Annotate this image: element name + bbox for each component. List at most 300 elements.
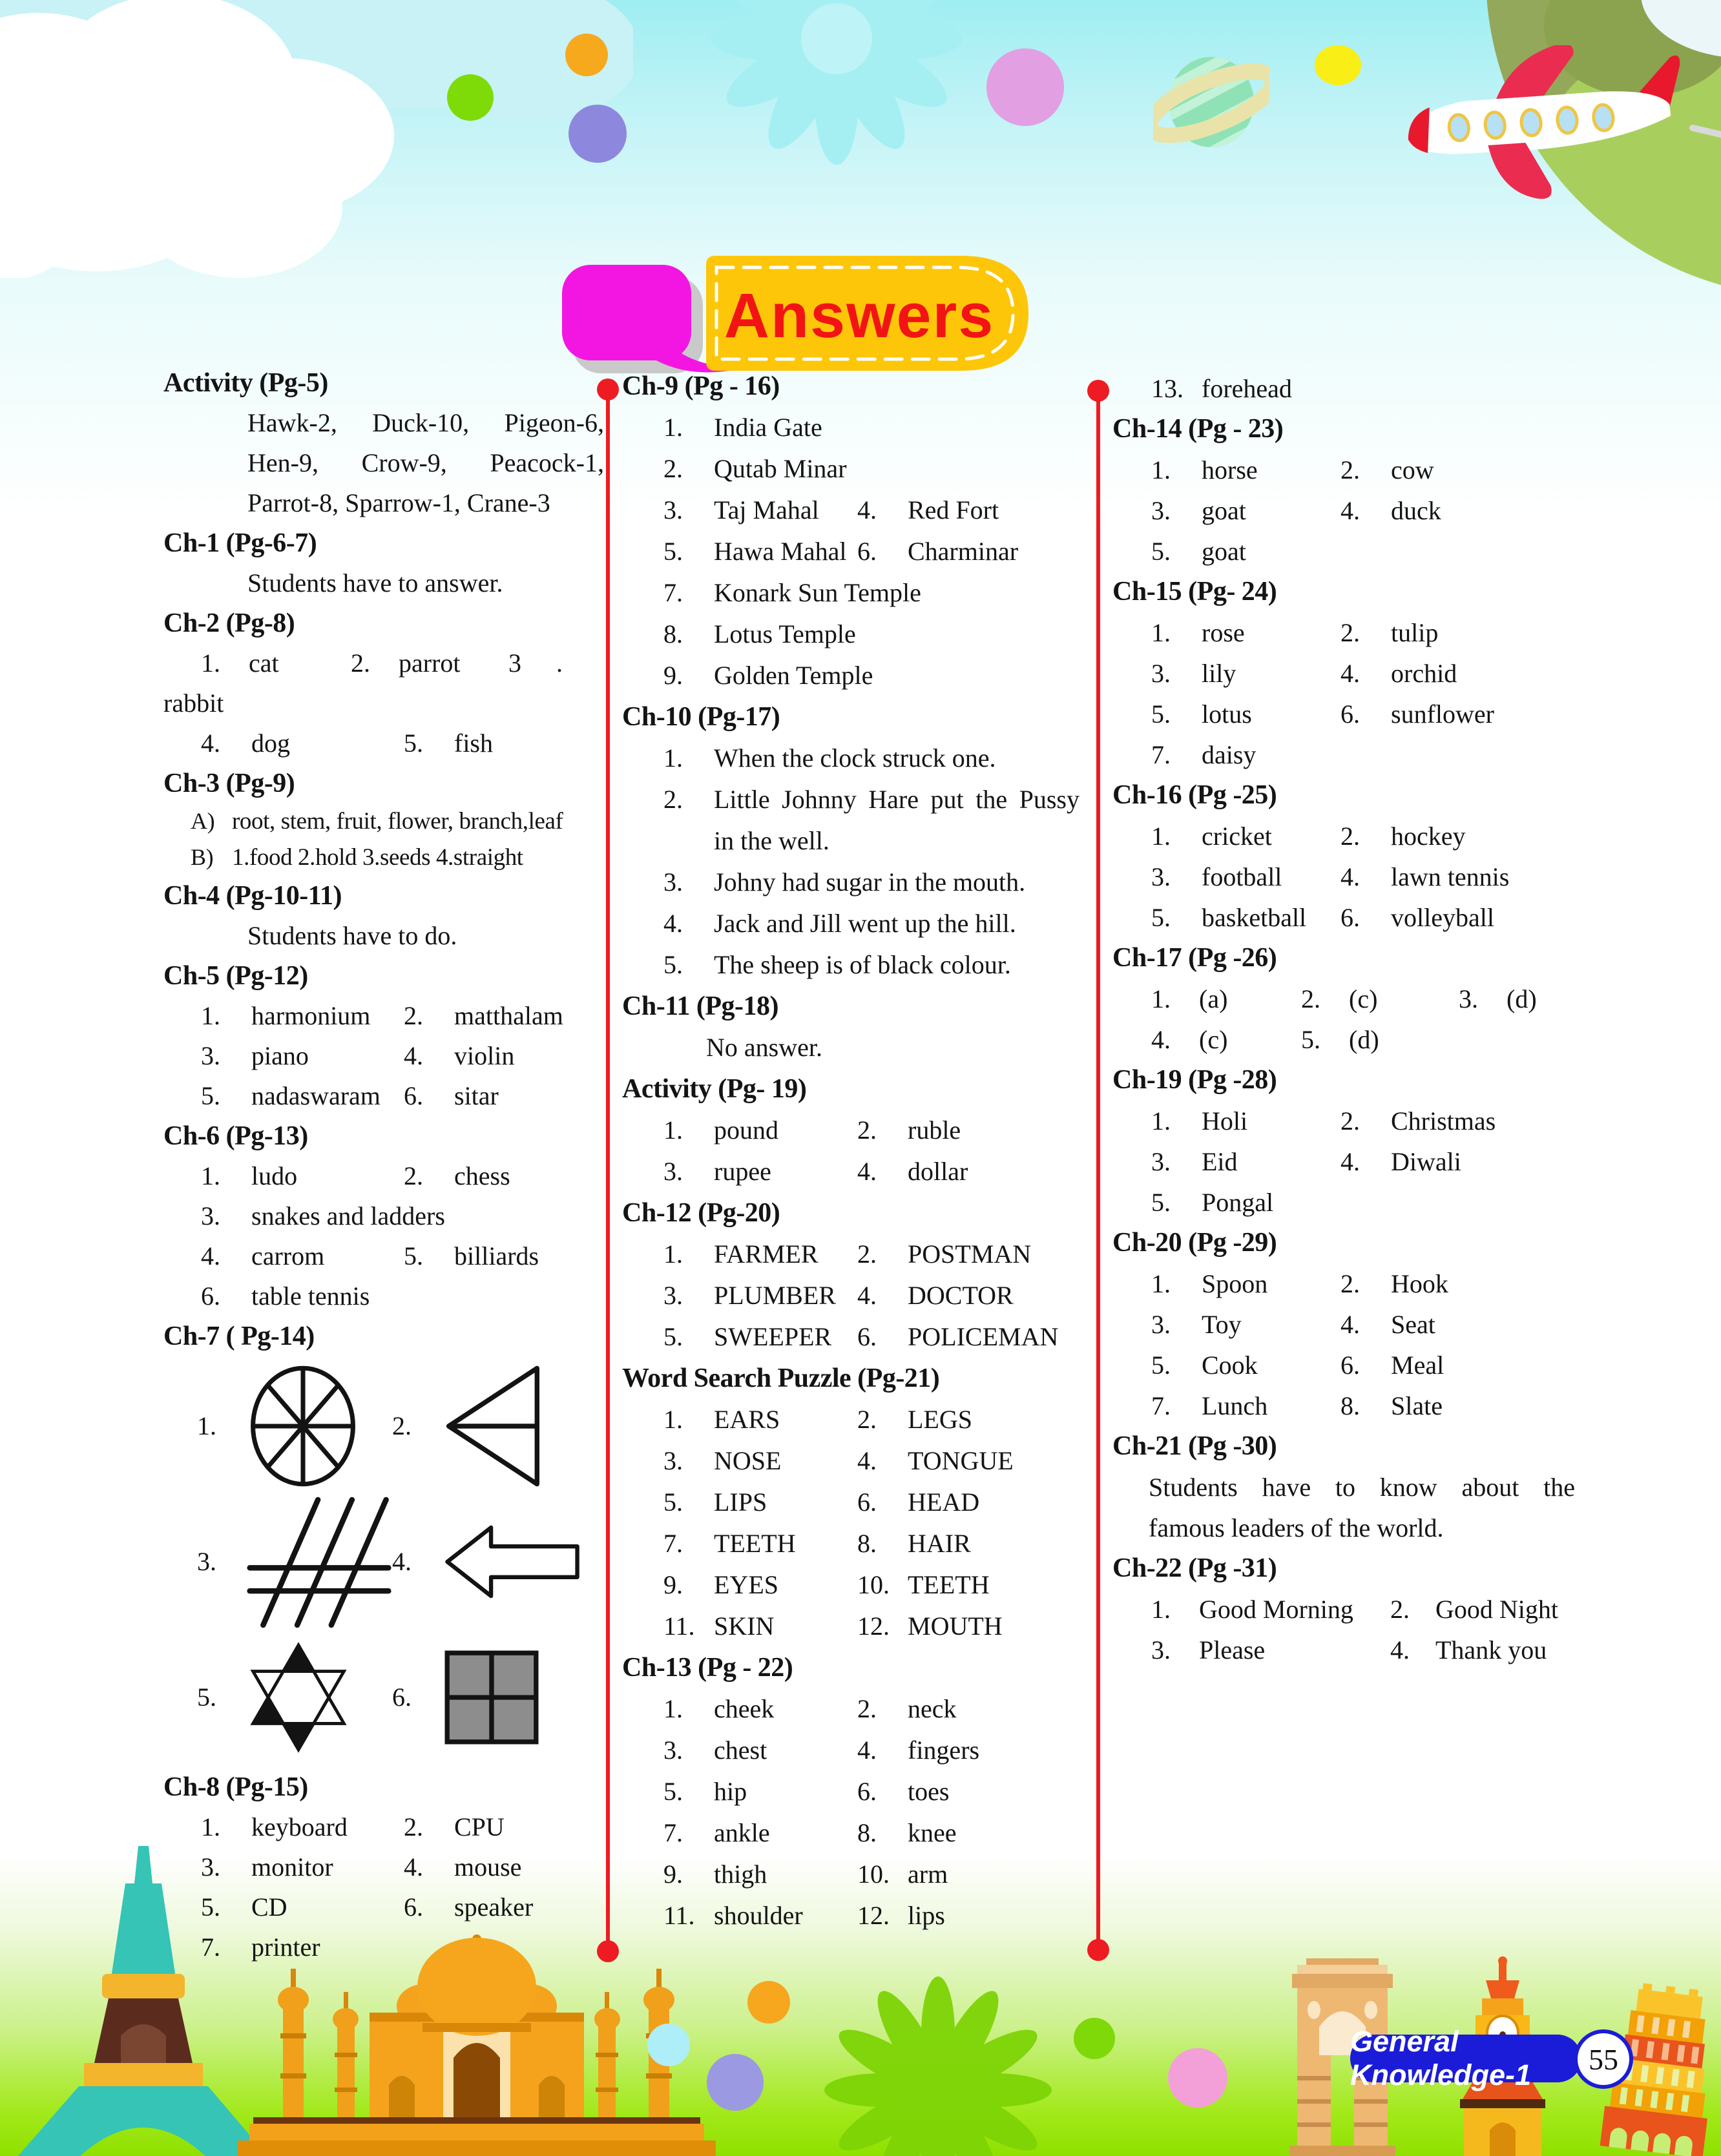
answer-continuation-line: in the well. bbox=[714, 826, 829, 855]
answer-paragraph-line: Parrot-8, Sparrow-1, Crane-3 bbox=[247, 488, 550, 517]
answer-number: 8. bbox=[1340, 1391, 1360, 1420]
answer-number: 8. bbox=[857, 1529, 877, 1558]
answer-row bbox=[163, 1196, 604, 1236]
answer-row bbox=[1112, 368, 1575, 409]
answer-number: 1. bbox=[663, 1694, 683, 1723]
answer-number: 6. bbox=[1340, 699, 1360, 729]
answer-paragraph-line: No answer. bbox=[706, 1033, 822, 1062]
answer-row bbox=[622, 1275, 1081, 1316]
answer-number: 5. bbox=[663, 1777, 683, 1806]
answer-number: 5. bbox=[1151, 902, 1171, 932]
section-heading: Ch-22 (Pg -31) bbox=[1112, 1553, 1277, 1584]
answer-row bbox=[163, 1927, 604, 1967]
answer-number: 4. bbox=[404, 1041, 423, 1070]
answer-number: 5. bbox=[404, 1241, 423, 1270]
answer-number: 9. bbox=[663, 1570, 683, 1599]
answer-number: 2. bbox=[1340, 821, 1360, 851]
answer-text: LIPS bbox=[714, 1487, 767, 1517]
answer-text: Little Johnny Hare put the Pussy bbox=[714, 785, 1080, 814]
answer-number: 9. bbox=[663, 1860, 683, 1889]
answer-text: root, stem, fruit, flower, branch,leaf bbox=[232, 807, 563, 834]
answer-text: matthalam bbox=[454, 1001, 563, 1030]
answer-text: (c) bbox=[1349, 984, 1378, 1013]
answer-number: 2. bbox=[404, 1812, 423, 1841]
answer-number: 5. bbox=[1151, 536, 1171, 566]
answer-text: LEGS bbox=[908, 1405, 972, 1434]
answer-number: 3 bbox=[508, 648, 521, 678]
answer-row bbox=[1112, 897, 1575, 938]
answer-number: 3. bbox=[201, 1041, 220, 1070]
answer-row bbox=[622, 1440, 1081, 1482]
answer-number: 2. bbox=[404, 1161, 423, 1190]
answer-text: chest bbox=[714, 1736, 767, 1765]
answer-row bbox=[163, 1156, 604, 1196]
answer-number: 3. bbox=[663, 1281, 683, 1310]
answer-row bbox=[1112, 1589, 1575, 1630]
column-1 bbox=[163, 363, 604, 1967]
answer-number: 4. bbox=[857, 495, 877, 524]
answer-number: 5. bbox=[1151, 699, 1171, 729]
answer-number: 7. bbox=[1151, 1391, 1171, 1420]
answer-text: (a) bbox=[1199, 984, 1228, 1013]
answer-text: Hawa Mahal bbox=[714, 537, 847, 566]
answer-number: 1. bbox=[201, 648, 220, 678]
answer-number: 9. bbox=[663, 661, 683, 690]
answer-text: mouse bbox=[454, 1852, 522, 1881]
answer-row bbox=[1112, 856, 1575, 897]
answer-number: 2. bbox=[1390, 1594, 1410, 1624]
answer-text: When the clock struck one. bbox=[714, 743, 996, 772]
answer-text: Red Fort bbox=[908, 495, 999, 524]
answer-number: 3. bbox=[201, 1852, 220, 1881]
section-heading: Ch-8 (Pg-15) bbox=[163, 1772, 308, 1802]
answer-text: dollar bbox=[908, 1157, 968, 1186]
answer-text: CPU bbox=[454, 1812, 505, 1841]
answer-number: 4. bbox=[201, 1241, 220, 1270]
section-heading: Activity (Pg- 19) bbox=[622, 1073, 807, 1104]
answer-number: 6. bbox=[1340, 902, 1360, 932]
answer-text: (d) bbox=[1349, 1024, 1379, 1054]
answer-number: 2. bbox=[663, 785, 683, 814]
answer-number: 5. bbox=[1301, 1024, 1320, 1054]
answer-text: knee bbox=[908, 1818, 957, 1847]
section-heading: Ch-3 (Pg-9) bbox=[163, 768, 295, 798]
answer-number: 5. bbox=[404, 729, 423, 758]
answer-text: snakes and ladders bbox=[251, 1201, 445, 1230]
answer-row bbox=[1112, 816, 1575, 856]
answer-text: EARS bbox=[714, 1405, 780, 1434]
answer-text: carrom bbox=[251, 1241, 325, 1270]
answer-text: violin bbox=[454, 1041, 515, 1070]
section-heading: Ch-20 (Pg -29) bbox=[1112, 1228, 1277, 1258]
answer-number: 3. bbox=[663, 1157, 683, 1186]
section-heading: Ch-4 (Pg-10-11) bbox=[163, 880, 342, 911]
answer-text: harmonium bbox=[251, 1001, 371, 1030]
answer-text: Cook bbox=[1202, 1350, 1258, 1380]
decor-dot-pink bbox=[986, 48, 1064, 126]
answer-number: 3. bbox=[197, 1547, 216, 1576]
answer-row bbox=[622, 572, 1081, 614]
answer-number: 1. bbox=[197, 1411, 216, 1440]
answer-text: Lotus Temple bbox=[714, 619, 856, 648]
answer-text: Good Night bbox=[1435, 1594, 1558, 1624]
answer-number: 4. bbox=[857, 1736, 877, 1765]
section-heading: Ch-14 (Pg - 23) bbox=[1112, 414, 1284, 444]
answer-row bbox=[1112, 1263, 1575, 1304]
section-heading: Ch-21 (Pg -30) bbox=[1112, 1431, 1277, 1462]
answer-number: 3. bbox=[663, 1446, 683, 1475]
answer-number: 7. bbox=[663, 1529, 683, 1558]
answer-text: Spoon bbox=[1202, 1269, 1268, 1298]
answer-text: hip bbox=[714, 1777, 747, 1806]
answer-text: TEETH bbox=[908, 1570, 990, 1599]
answer-number: 7. bbox=[663, 1818, 683, 1847]
column-2 bbox=[622, 366, 1081, 1936]
answer-text: cricket bbox=[1202, 821, 1272, 851]
section-heading: Ch-5 (Pg-12) bbox=[163, 960, 308, 991]
answer-number: 4. bbox=[1340, 1309, 1360, 1339]
answer-number: 1. bbox=[201, 1161, 220, 1190]
answer-row bbox=[1112, 450, 1575, 490]
answer-number: 1. bbox=[663, 1405, 683, 1434]
answer-text: CD bbox=[251, 1892, 287, 1922]
answer-number: 7. bbox=[1151, 740, 1171, 769]
answer-text: dog bbox=[251, 729, 290, 758]
answer-number: 1. bbox=[201, 1001, 220, 1030]
answer-text: Slate bbox=[1391, 1391, 1443, 1420]
answer-row bbox=[622, 614, 1081, 655]
answer-number: 6. bbox=[857, 1487, 877, 1517]
answer-row bbox=[622, 1316, 1081, 1358]
answer-number: 4. bbox=[1340, 495, 1360, 525]
answer-text: table tennis bbox=[251, 1281, 370, 1311]
answer-number: 2. bbox=[857, 1239, 877, 1269]
answer-text: Seat bbox=[1391, 1309, 1435, 1339]
answer-text: Meal bbox=[1391, 1350, 1445, 1380]
answer-number: 2. bbox=[1301, 984, 1320, 1013]
answer-number: 6. bbox=[857, 1322, 877, 1351]
decor-dot-green bbox=[1074, 2018, 1115, 2059]
answer-text: DOCTOR bbox=[908, 1281, 1014, 1310]
answer-number: 6. bbox=[404, 1081, 423, 1110]
answer-number: 2. bbox=[351, 648, 370, 678]
answer-row bbox=[622, 738, 1081, 779]
answer-text: toes bbox=[908, 1777, 950, 1806]
answer-number: 2. bbox=[857, 1405, 877, 1434]
column-3 bbox=[1112, 368, 1575, 1670]
answer-number: 1. bbox=[663, 743, 683, 772]
answer-text: lily bbox=[1202, 658, 1236, 688]
answer-text: orchid bbox=[1391, 658, 1457, 688]
answer-text: monitor bbox=[251, 1852, 333, 1881]
answer-label: B) bbox=[191, 844, 214, 871]
answer-number: 7. bbox=[663, 578, 683, 607]
answer-row bbox=[622, 944, 1081, 986]
answer-text: MOUTH bbox=[908, 1612, 1003, 1641]
answer-row bbox=[163, 996, 604, 1036]
answer-paragraph-line: Students have to do. bbox=[247, 921, 457, 950]
answer-text: Good Morning bbox=[1199, 1594, 1353, 1624]
section-heading: Ch-9 (Pg - 16) bbox=[622, 371, 780, 401]
answer-text: 1.food 2.hold 3.seeds 4.straight bbox=[232, 844, 523, 871]
answer-row bbox=[1112, 531, 1575, 572]
answer-row bbox=[163, 723, 604, 763]
answer-number: 1. bbox=[1151, 617, 1171, 647]
answer-number: 5. bbox=[663, 950, 683, 979]
answer-row bbox=[622, 862, 1081, 903]
answer-paragraph-line: Hen-9, Crow-9, Peacock-1, bbox=[247, 448, 604, 477]
answer-text: FARMER bbox=[714, 1239, 819, 1269]
answer-number: 2. bbox=[857, 1694, 877, 1723]
section-heading: Ch-1 (Pg-6-7) bbox=[163, 528, 317, 558]
answer-text: The sheep is of black colour. bbox=[714, 950, 1011, 979]
answer-number: 2. bbox=[1340, 1106, 1360, 1135]
answer-number: 4. bbox=[404, 1852, 423, 1881]
answer-row bbox=[1112, 1385, 1575, 1426]
section-heading: Ch-17 (Pg -26) bbox=[1112, 943, 1277, 973]
decor-dot-cyan bbox=[647, 2024, 690, 2066]
answer-text: fish bbox=[454, 729, 493, 758]
cloud-icon bbox=[0, 0, 633, 278]
answer-text: HAIR bbox=[908, 1529, 971, 1558]
answer-row bbox=[163, 1887, 604, 1927]
decor-dot-green bbox=[447, 74, 494, 121]
answer-number: 1. bbox=[663, 413, 683, 442]
answer-number: 6. bbox=[201, 1281, 220, 1311]
flower-burst-icon bbox=[698, 0, 975, 187]
answer-text: (d) bbox=[1507, 984, 1537, 1013]
answer-number: 2. bbox=[1340, 617, 1360, 647]
answer-number: 4. bbox=[1151, 1024, 1171, 1054]
answer-number: 3. bbox=[1151, 658, 1171, 688]
answer-row bbox=[1112, 653, 1575, 694]
answer-text: nadaswaram bbox=[251, 1081, 381, 1110]
answer-number: 1. bbox=[663, 1239, 683, 1269]
answer-row bbox=[1112, 1345, 1575, 1385]
answer-row bbox=[1112, 1304, 1575, 1345]
answer-text: SWEEPER bbox=[714, 1322, 832, 1351]
answer-text: sunflower bbox=[1391, 699, 1494, 729]
answer-text: lawn tennis bbox=[1391, 862, 1510, 891]
answer-text: Hook bbox=[1391, 1269, 1448, 1298]
answer-text: Charminar bbox=[908, 537, 1019, 566]
answer-text: daisy bbox=[1202, 740, 1257, 769]
answer-number: 11. bbox=[663, 1612, 695, 1641]
answer-text: Diwali bbox=[1391, 1146, 1461, 1176]
footer-badge bbox=[1350, 2025, 1647, 2091]
answer-number: 1. bbox=[1151, 1269, 1171, 1298]
section-heading: Ch-12 (Pg-20) bbox=[622, 1197, 780, 1228]
answer-number: 1. bbox=[1151, 1594, 1171, 1624]
answer-paragraph-line: famous leaders of the world. bbox=[1149, 1513, 1444, 1542]
answer-row bbox=[163, 1036, 604, 1076]
answer-row bbox=[622, 655, 1081, 696]
answer-text: Konark Sun Temple bbox=[714, 578, 921, 607]
answer-number: 4. bbox=[201, 729, 220, 758]
answer-number: 6. bbox=[857, 1777, 877, 1806]
answer-label: A) bbox=[191, 808, 215, 834]
answer-number: 13. bbox=[1151, 373, 1184, 403]
answer-text: thigh bbox=[714, 1860, 767, 1889]
answer-text: NOSE bbox=[714, 1446, 782, 1475]
answer-number: 2. bbox=[1340, 455, 1360, 484]
answer-text: basketball bbox=[1202, 902, 1307, 932]
decor-dot-periwinkle bbox=[707, 2054, 764, 2111]
answer-number: 1. bbox=[1151, 1106, 1171, 1135]
answer-text: Qutab Minar bbox=[714, 454, 847, 483]
answer-text: sitar bbox=[454, 1081, 499, 1110]
answer-text: HEAD bbox=[908, 1487, 980, 1517]
answer-number: 3. bbox=[663, 867, 683, 897]
answer-row bbox=[163, 1847, 604, 1887]
answer-number: 8. bbox=[663, 619, 683, 648]
answer-text: cat bbox=[249, 648, 279, 678]
answer-number: 2. bbox=[663, 454, 683, 483]
answer-row bbox=[622, 1812, 1081, 1854]
answer-number: 1. bbox=[1151, 821, 1171, 851]
answer-number: 2. bbox=[392, 1411, 412, 1440]
answer-text: Christmas bbox=[1391, 1106, 1496, 1135]
answer-text: India Gate bbox=[714, 413, 822, 442]
answer-number: 5. bbox=[197, 1683, 216, 1712]
answer-text: PLUMBER bbox=[714, 1281, 836, 1310]
answer-text: Thank you bbox=[1435, 1635, 1547, 1664]
answer-number: 12. bbox=[857, 1612, 890, 1641]
decor-dot-orange bbox=[565, 34, 608, 76]
answer-row bbox=[622, 1688, 1081, 1730]
section-heading: Ch-7 ( Pg-14) bbox=[163, 1321, 315, 1351]
answer-text: Johny had sugar in the mouth. bbox=[714, 867, 1026, 897]
answer-row bbox=[622, 1564, 1081, 1606]
column-divider-2 bbox=[1096, 389, 1100, 1951]
answer-row bbox=[622, 407, 1081, 448]
answer-text: forehead bbox=[1202, 373, 1292, 403]
answer-number: 8. bbox=[857, 1818, 877, 1847]
answer-number: 4. bbox=[857, 1446, 877, 1475]
decor-dot-purple bbox=[568, 105, 627, 163]
decor-dot-pink bbox=[1168, 2048, 1227, 2108]
answer-number: 5. bbox=[201, 1892, 220, 1922]
answer-number: 4. bbox=[1340, 1146, 1360, 1176]
answer-number: 7. bbox=[201, 1933, 220, 1962]
answer-row bbox=[1112, 612, 1575, 653]
answer-row bbox=[1112, 1019, 1575, 1060]
answer-number: 5. bbox=[663, 1487, 683, 1517]
answer-text: lotus bbox=[1202, 699, 1252, 729]
answer-text: ludo bbox=[251, 1161, 298, 1190]
answer-number: 2. bbox=[404, 1001, 423, 1030]
section-heading: Word Search Puzzle (Pg-21) bbox=[622, 1363, 940, 1393]
answer-row bbox=[622, 1854, 1081, 1895]
answer-row bbox=[622, 1110, 1081, 1151]
answer-text: Holi bbox=[1202, 1106, 1248, 1135]
answer-number: 4. bbox=[392, 1547, 412, 1576]
answer-text: EYES bbox=[714, 1570, 778, 1599]
answer-wrapped-word: rabbit bbox=[163, 689, 224, 718]
answer-number: 3. bbox=[663, 495, 683, 524]
answer-number: 4. bbox=[1340, 862, 1360, 891]
answer-row bbox=[163, 643, 604, 683]
answer-number: 2. bbox=[857, 1115, 877, 1145]
answer-number: 4. bbox=[857, 1281, 877, 1310]
star-of-david-icon bbox=[246, 1630, 392, 1765]
answer-number: 5. bbox=[1151, 1187, 1171, 1217]
answer-text: football bbox=[1202, 862, 1282, 891]
answer-number: 10. bbox=[857, 1570, 890, 1599]
answer-text: goat bbox=[1202, 495, 1246, 525]
answer-row bbox=[622, 1895, 1081, 1936]
answer-text: cheek bbox=[714, 1694, 775, 1723]
answer-text: speaker bbox=[454, 1892, 534, 1922]
section-heading: Activity (Pg-5) bbox=[163, 368, 328, 398]
answer-row bbox=[622, 1771, 1081, 1812]
answer-text: fingers bbox=[908, 1736, 980, 1765]
answer-text: POSTMAN bbox=[908, 1239, 1032, 1269]
answer-number: 3. bbox=[663, 1736, 683, 1765]
answer-row bbox=[163, 1276, 604, 1316]
answer-number: 6. bbox=[392, 1683, 412, 1712]
answer-text: TEETH bbox=[714, 1529, 796, 1558]
answer-number: 1. bbox=[663, 1115, 683, 1145]
answer-text: keyboard bbox=[251, 1812, 348, 1841]
section-heading: Ch-11 (Pg-18) bbox=[622, 991, 778, 1021]
answer-text: hockey bbox=[1391, 821, 1466, 851]
answer-number: 6. bbox=[1340, 1350, 1360, 1380]
answer-label-row bbox=[163, 840, 604, 876]
answer-number: 5. bbox=[1151, 1350, 1171, 1380]
answer-number: 3. bbox=[201, 1201, 220, 1230]
answer-text: billiards bbox=[454, 1241, 539, 1270]
answer-row bbox=[622, 531, 1081, 572]
answer-number: 3. bbox=[1151, 862, 1171, 891]
answer-number: 1. bbox=[1151, 455, 1171, 484]
section-heading: Ch-19 (Pg -28) bbox=[1112, 1065, 1277, 1095]
answer-paragraph-line: Students have to answer. bbox=[247, 568, 503, 597]
answer-number: 3. bbox=[1151, 1309, 1171, 1339]
answer-number: 4. bbox=[1340, 658, 1360, 688]
page-title: Answers bbox=[724, 280, 995, 351]
answer-paragraph-line: Students have to know about the bbox=[1149, 1473, 1575, 1502]
answer-number: 10. bbox=[857, 1860, 890, 1889]
column-divider-1 bbox=[606, 389, 610, 1951]
answer-text: Pongal bbox=[1202, 1187, 1274, 1217]
answer-text: horse bbox=[1202, 455, 1258, 484]
answer-row bbox=[622, 1151, 1081, 1192]
divider-dot bbox=[1087, 380, 1109, 402]
answer-number: 2. bbox=[1340, 1269, 1360, 1298]
answer-text: POLICEMAN bbox=[908, 1322, 1059, 1351]
answer-number: 4. bbox=[663, 909, 683, 938]
answer-number: 4. bbox=[857, 1157, 877, 1186]
answer-text: . bbox=[556, 648, 563, 678]
answer-number: 1. bbox=[1151, 984, 1171, 1013]
answer-number: 5. bbox=[663, 1322, 683, 1351]
answer-row bbox=[1112, 734, 1575, 775]
answer-label-row bbox=[163, 803, 604, 840]
answer-row bbox=[1112, 1630, 1575, 1670]
starburst-icon bbox=[818, 1975, 1063, 2156]
answer-row bbox=[1112, 979, 1575, 1019]
answer-text: rose bbox=[1202, 617, 1245, 647]
answer-row bbox=[622, 903, 1081, 944]
answer-text: Taj Mahal bbox=[714, 495, 819, 524]
answer-text: SKIN bbox=[714, 1612, 775, 1641]
answer-row bbox=[622, 490, 1081, 531]
answer-number: 4. bbox=[1390, 1635, 1410, 1664]
answer-row bbox=[622, 1482, 1081, 1523]
shape-answers-grid bbox=[163, 1359, 604, 1765]
answer-text: shoulder bbox=[714, 1901, 803, 1930]
